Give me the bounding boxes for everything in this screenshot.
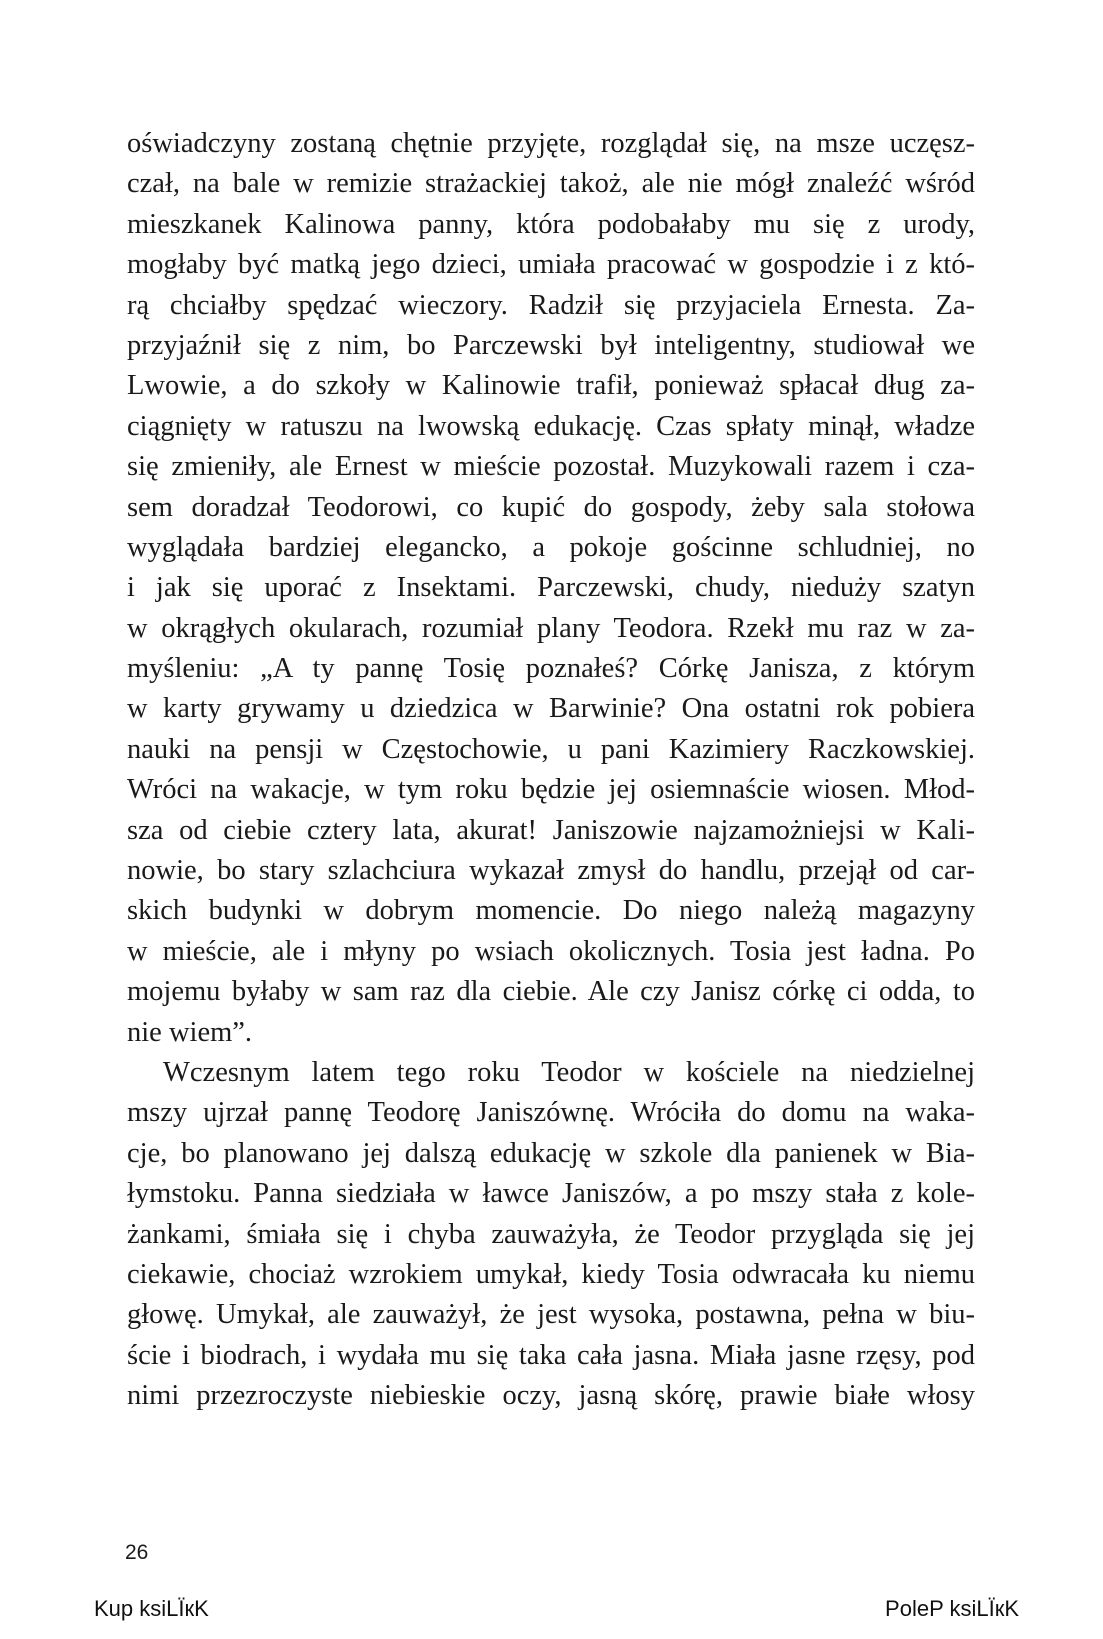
text-line: sza od ciebie cztery lata, akurat! Janiszowie najzamożniejsi w Kali- bbox=[127, 814, 975, 846]
page-number: 26 bbox=[125, 1541, 149, 1564]
text-line: Wczesnym latem tego roku Teodor w kościele na niedzielnej bbox=[163, 1056, 975, 1088]
text-line: mojemu byłaby w sam raz dla ciebie. Ale czy Janisz córkę ci odda, to bbox=[127, 976, 975, 1008]
buy-book-link[interactable]: Kup ksiLЇкK bbox=[94, 1596, 209, 1621]
text-line: nimi przezroczyste niebieskie oczy, jasną skórę, prawie białe włosy bbox=[127, 1380, 975, 1412]
text-line: mogłaby być matką jego dzieci, umiała pracować w gospodzie i z któ- bbox=[127, 249, 975, 281]
paragraph-1 bbox=[127, 124, 975, 1053]
text-line: nowie, bo stary szlachciura wykazał zmysł do handlu, przejął od car- bbox=[127, 855, 975, 887]
text-line: ście i biodrach, i wydała mu się taka cała jasna. Miała jasne rzęsy, pod bbox=[127, 1339, 975, 1371]
text-line: Lwowie, a do szkoły w Kalinowie trafił, ponieważ spłacał dług za- bbox=[127, 370, 975, 402]
text-line: mszy ujrzał pannę Teodorę Janiszównę. Wróciła do domu na waka- bbox=[127, 1097, 975, 1129]
text-line: łymstoku. Panna siedziała w ławce Janiszów, a po mszy stała z kole- bbox=[127, 1178, 975, 1210]
text-line: nie wiem”. bbox=[127, 1016, 253, 1048]
text-line: ciekawie, chociaż wzrokiem umykał, kiedy Tosia odwracała ku niemu bbox=[127, 1258, 975, 1290]
page-body bbox=[127, 124, 975, 1417]
text-line: cje, bo planowano jej dalszą edukację w szkole dla panienek w Bia- bbox=[127, 1137, 975, 1169]
text-line: czał, na bale w remizie strażackiej takoż, ale nie mógł znaleźć wśród bbox=[127, 168, 975, 200]
text-line: myśleniu: „A ty pannę Tosię poznałeś? Córkę Janisza, z którym bbox=[127, 653, 975, 685]
text-line: w okrągłych okularach, rozumiał plany Teodora. Rzekł mu raz w za- bbox=[127, 612, 975, 644]
text-line: skich budynki w dobrym momencie. Do niego należą magazyny bbox=[127, 895, 975, 927]
text-line: wyglądała bardziej elegancko, a pokoje gościnne schludniej, no bbox=[127, 531, 975, 563]
text-line: nauki na pensji w Częstochowie, u pani Kazimiery Raczkowskiej. bbox=[127, 733, 975, 765]
text-line: ciągnięty w ratuszu na lwowską edukację. Czas spłaty minął, władze bbox=[127, 410, 975, 442]
text-line: oświadczyny zostaną chętnie przyjęte, rozglądał się, na msze uczęsz- bbox=[127, 128, 975, 159]
text-line: żankami, śmiała się i chyba zauważyła, że Teodor przygląda się jej bbox=[127, 1218, 975, 1250]
text-line: w mieście, ale i młyny po wsiach okolicznych. Tosia jest ładna. Po bbox=[127, 935, 975, 967]
text-line: mieszkanek Kalinowa panny, która podobałaby mu się z urody, bbox=[127, 208, 975, 240]
text-line: sem doradzał Teodorowi, co kupić do gospody, żeby sala stołowa bbox=[127, 491, 975, 523]
text-line: się zmieniły, ale Ernest w mieście pozostał. Muzykowali razem i cza- bbox=[127, 451, 975, 483]
text-line: przyjaźnił się z nim, bo Parczewski był inteligentny, studiował we bbox=[127, 329, 975, 361]
text-line: i jak się uporać z Insektami. Parczewski, chudy, nieduży szatyn bbox=[127, 572, 975, 604]
recommend-book-link[interactable]: PoleP ksiLЇкK bbox=[885, 1596, 1019, 1621]
paragraph-2 bbox=[127, 1053, 975, 1417]
text-line: w karty grywamy u dziedzica w Barwinie? Ona ostatni rok pobiera bbox=[127, 693, 975, 725]
text-line: Wróci na wakacje, w tym roku będzie jej osiemnaście wiosen. Młod- bbox=[127, 774, 975, 806]
text-line: głowę. Umykał, ale zauważył, że jest wysoka, postawna, pełna w biu- bbox=[127, 1299, 975, 1331]
text-line: rą chciałby spędzać wieczory. Radził się przyjaciela Ernesta. Za- bbox=[127, 289, 975, 321]
